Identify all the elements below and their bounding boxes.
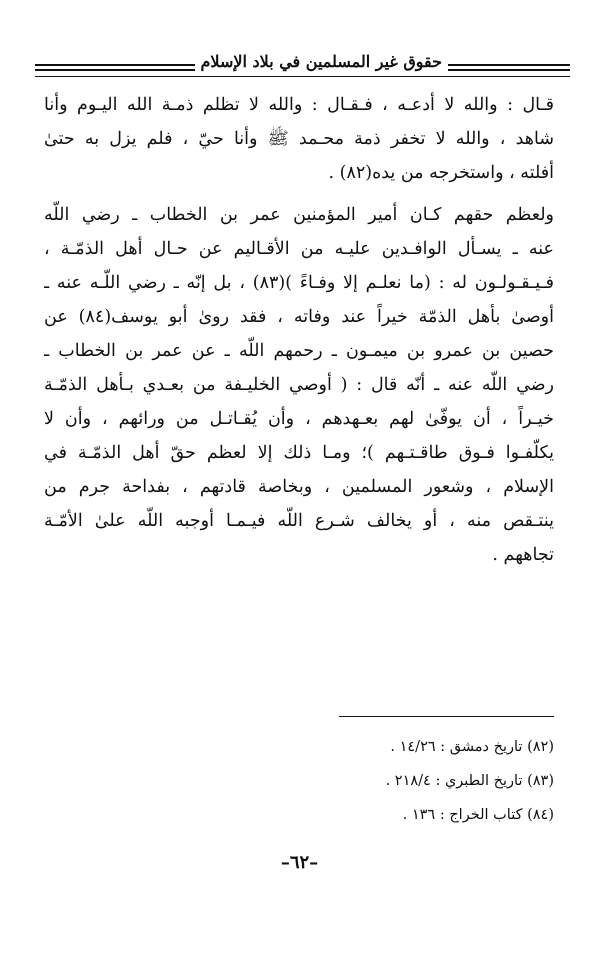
text-line: فـيـقـولـون له : (ما نعلـم إلا وفـاءً )(٨٣) ، بل إنّه ـ رضي اللّـه عنه ـ <box>44 273 554 293</box>
footnote-item: (٨٤) كتاب الخراج : ١٣٦ . <box>402 807 554 823</box>
paragraph-gap <box>44 190 554 198</box>
text-line: خيـراً ، أن يوفّىٰ لهم بعـهدهم ، وأن يُقـاتـل من ورائهم ، وأن لا <box>44 409 554 429</box>
main-text <box>44 88 554 572</box>
text-line: الإسلام ، وشعور المسلمين ، وبخاصة قادتهم ، بفداحة جرم من <box>44 477 554 497</box>
text-line: تجاههم . <box>492 545 554 565</box>
text-line: شاهد ، والله لا تخفر ذمة محـمد ﷺ وأنا حيّ ، فلم يزل به حتىٰ <box>44 129 554 149</box>
footnote-item: (٨٣) تاريخ الطبري : ٢١٨/٤ . <box>385 773 554 789</box>
text-line: قـال : والله لا أدعـه ، فـقـال : والله لا تظلم ذمـة الله اليـوم وأنا <box>44 95 554 115</box>
header-title: حقوق غير المسلمين في بلاد الإسلام <box>195 52 448 72</box>
text-line: ولعظم حقهم كـان أمير المؤمنين عمر بن الخطاب ـ رضي اللّه <box>44 205 554 225</box>
text-line: حصين بن عمرو بن ميمـون ـ رحمهم اللّه ـ عن عمر بن الخطاب ـ <box>44 341 554 361</box>
page-number: –٦٢– <box>280 852 319 873</box>
footnote-separator <box>339 716 554 717</box>
running-header <box>35 52 570 82</box>
footnote-item: (٨٢) تاريخ دمشق : ١٤/٢٦ . <box>390 739 554 755</box>
text-line: أفلته ، واستخرجه من يده(٨٢) . <box>328 163 554 183</box>
header-rule <box>35 76 570 77</box>
text-line: عنه ـ يسـأل الوافـدين عليـه من الأقـاليم عن حـال أهل الذمّـة ، <box>44 239 554 259</box>
footnotes <box>44 730 554 832</box>
text-line: يكلّفـوا فـوق طاقـتـهم )؛ ومـا ذلك إلا لعظم حقّ أهل الذمّـة في <box>44 443 554 463</box>
text-line: رضي اللّه عنه ـ أنّه قال : ( أوصي الخليـفة من بعـدي بـأهل الذمّـة <box>44 375 554 395</box>
text-line: أوصىٰ بأهل الذمّة خيراً عند وفاته ، فقد رویٰ أبو يوسف(٨٤) عن <box>44 307 554 327</box>
text-line: ينتـقص منه ، أو يخالف شـرع اللّه فيـمـا أوجبه اللّه علىٰ الأمّـة <box>44 511 554 531</box>
